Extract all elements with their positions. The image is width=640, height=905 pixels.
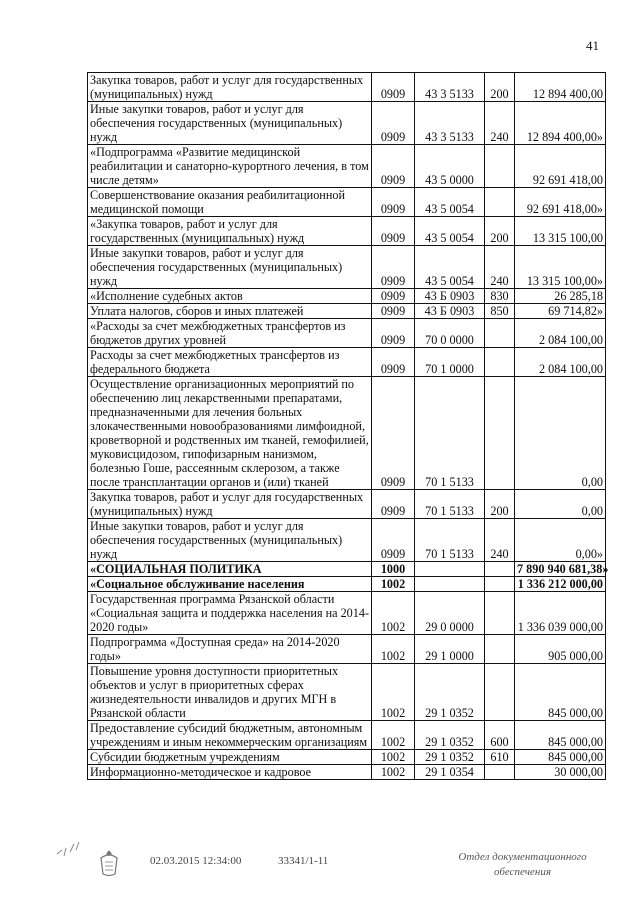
row-amount: 69 714,82» bbox=[515, 304, 606, 319]
row-name: Предоставление субсидий бюджетным, автономным учреждениям и иным некоммерческим организациям bbox=[88, 721, 372, 750]
row-section: 0909 bbox=[372, 377, 415, 490]
row-section: 0909 bbox=[372, 348, 415, 377]
row-amount: 1 336 039 000,00 bbox=[515, 592, 606, 635]
row-amount: 845 000,00 bbox=[515, 664, 606, 721]
row-type: 830 bbox=[485, 289, 515, 304]
row-section: 1002 bbox=[372, 635, 415, 664]
row-amount: 92 691 418,00» bbox=[515, 188, 606, 217]
row-name: Информационно-методическое и кадровое bbox=[88, 765, 372, 780]
row-type bbox=[485, 145, 515, 188]
row-section: 1002 bbox=[372, 664, 415, 721]
table-row bbox=[88, 217, 606, 246]
table-row bbox=[88, 145, 606, 188]
row-target: 70 1 5133 bbox=[415, 377, 485, 490]
table-row bbox=[88, 289, 606, 304]
footer-department bbox=[455, 850, 590, 880]
row-type: 600 bbox=[485, 721, 515, 750]
row-type bbox=[485, 635, 515, 664]
row-name: Уплата налогов, сборов и иных платежей bbox=[88, 304, 372, 319]
row-section: 0909 bbox=[372, 73, 415, 102]
row-section: 0909 bbox=[372, 246, 415, 289]
budget-table-body bbox=[88, 73, 609, 780]
row-section: 0909 bbox=[372, 519, 415, 562]
row-target: 43 Б 0903 bbox=[415, 304, 485, 319]
row-type bbox=[485, 577, 515, 592]
row-amount: 845 000,00 bbox=[515, 721, 606, 750]
row-amount: 0,00 bbox=[515, 377, 606, 490]
table-row bbox=[88, 519, 606, 562]
row-amount: 1 336 212 000,00 bbox=[515, 577, 606, 592]
row-type: 200 bbox=[485, 217, 515, 246]
row-name: «Закупка товаров, работ и услуг для государственных (муниципальных) нужд bbox=[88, 217, 372, 246]
row-target: 29 1 0354 bbox=[415, 765, 485, 780]
row-section: 1002 bbox=[372, 765, 415, 780]
row-amount: 0,00» bbox=[515, 519, 606, 562]
table-row bbox=[88, 750, 606, 765]
table-row bbox=[88, 102, 606, 145]
row-target: 29 0 0000 bbox=[415, 592, 485, 635]
row-type bbox=[485, 348, 515, 377]
row-type bbox=[485, 664, 515, 721]
row-amount: 26 285,18 bbox=[515, 289, 606, 304]
row-type bbox=[485, 765, 515, 780]
table-row bbox=[88, 592, 606, 635]
row-target: 43 3 5133 bbox=[415, 73, 485, 102]
row-target bbox=[415, 577, 485, 592]
row-section: 1000 bbox=[372, 562, 415, 577]
row-name: «Расходы за счет межбюджетных трансфертов из бюджетов других уровней bbox=[88, 319, 372, 348]
row-name: Закупка товаров, работ и услуг для государственных (муниципальных) нужд bbox=[88, 490, 372, 519]
row-section: 0909 bbox=[372, 188, 415, 217]
table-row bbox=[88, 246, 606, 289]
row-target bbox=[415, 562, 485, 577]
row-amount: 2 084 100,00 bbox=[515, 348, 606, 377]
row-type: 240 bbox=[485, 102, 515, 145]
row-name: Государственная программа Рязанской области «Социальная защита и поддержка населения на 2014-2020 годы» bbox=[88, 592, 372, 635]
row-type: 200 bbox=[485, 73, 515, 102]
table-row bbox=[88, 377, 606, 490]
row-amount: 12 894 400,00 bbox=[515, 73, 606, 102]
row-target: 70 1 5133 bbox=[415, 490, 485, 519]
row-name: Совершенствование оказания реабилитационной медицинской помощи bbox=[88, 188, 372, 217]
row-type bbox=[485, 562, 515, 577]
row-amount: 0,00 bbox=[515, 490, 606, 519]
row-name: «СОЦИАЛЬНАЯ ПОЛИТИКА bbox=[88, 562, 372, 577]
row-target: 29 1 0352 bbox=[415, 750, 485, 765]
row-name: Иные закупки товаров, работ и услуг для обеспечения государственных (муниципальных) нужд bbox=[88, 246, 372, 289]
footer-department-line1: Отдел документационного bbox=[458, 851, 587, 863]
row-name: «Подпрограмма «Развитие медицинской реабилитации и санаторно-курортного лечения, в том числе детям» bbox=[88, 145, 372, 188]
row-target: 43 5 0054 bbox=[415, 188, 485, 217]
row-target: 29 1 0352 bbox=[415, 721, 485, 750]
row-name: Закупка товаров, работ и услуг для государственных (муниципальных) нужд bbox=[88, 73, 372, 102]
row-section: 1002 bbox=[372, 750, 415, 765]
row-name: «Социальное обслуживание населения bbox=[88, 577, 372, 592]
row-section: 0909 bbox=[372, 217, 415, 246]
row-target: 43 5 0054 bbox=[415, 246, 485, 289]
row-type: 610 bbox=[485, 750, 515, 765]
row-type: 850 bbox=[485, 304, 515, 319]
row-amount: 92 691 418,00 bbox=[515, 145, 606, 188]
row-amount: 13 315 100,00 bbox=[515, 217, 606, 246]
row-amount: 905 000,00 bbox=[515, 635, 606, 664]
budget-table bbox=[87, 72, 609, 780]
row-name: «Исполнение судебных актов bbox=[88, 289, 372, 304]
row-section: 1002 bbox=[372, 592, 415, 635]
table-row bbox=[88, 664, 606, 721]
margin-mark-icon bbox=[54, 832, 82, 860]
row-type bbox=[485, 188, 515, 217]
page-number: 41 bbox=[586, 38, 599, 53]
row-name: Иные закупки товаров, работ и услуг для обеспечения государственных (муниципальных) нужд bbox=[88, 102, 372, 145]
table-row bbox=[88, 635, 606, 664]
row-target: 70 1 5133 bbox=[415, 519, 485, 562]
row-target: 70 0 0000 bbox=[415, 319, 485, 348]
row-type: 240 bbox=[485, 246, 515, 289]
table-row bbox=[88, 348, 606, 377]
row-amount: 845 000,00 bbox=[515, 750, 606, 765]
row-section: 0909 bbox=[372, 289, 415, 304]
row-type: 200 bbox=[485, 490, 515, 519]
row-amount: 30 000,00 bbox=[515, 765, 606, 780]
row-section: 1002 bbox=[372, 577, 415, 592]
footer-department-line2: обеспечения bbox=[494, 866, 551, 878]
row-target: 29 1 0352 bbox=[415, 664, 485, 721]
row-name: Осуществление организационных мероприятий по обеспечению лиц лекарственными препаратами, предназначенными для лечения больных злокачественными новообразованиями лимфоидной, кроветворной и родственных им тканей, гемофилией, муковисцидозом, гипофизарным нанизмом, болезнью Гоше, рассеянным склерозом, а также после трансплантации органов и (или) тканей bbox=[88, 377, 372, 490]
row-type: 240 bbox=[485, 519, 515, 562]
footer-code: 33341/1-11 bbox=[278, 855, 329, 867]
table-row bbox=[88, 188, 606, 217]
row-target: 43 3 5133 bbox=[415, 102, 485, 145]
row-section: 0909 bbox=[372, 145, 415, 188]
row-target: 29 1 0000 bbox=[415, 635, 485, 664]
table-row bbox=[88, 577, 606, 592]
row-amount: 2 084 100,00 bbox=[515, 319, 606, 348]
row-amount: 13 315 100,00» bbox=[515, 246, 606, 289]
row-name: Иные закупки товаров, работ и услуг для обеспечения государственных (муниципальных) нужд bbox=[88, 519, 372, 562]
row-type bbox=[485, 377, 515, 490]
row-amount: 7 890 940 681,38» bbox=[515, 562, 606, 577]
row-target: 43 Б 0903 bbox=[415, 289, 485, 304]
table-row bbox=[88, 319, 606, 348]
row-name: Субсидии бюджетным учреждениям bbox=[88, 750, 372, 765]
row-name: Повышение уровня доступности приоритетных объектов и услуг в приоритетных сферах жизнедеятельности инвалидов и других МГН в Рязанской области bbox=[88, 664, 372, 721]
row-section: 0909 bbox=[372, 102, 415, 145]
row-name: Расходы за счет межбюджетных трансфертов из федерального бюджета bbox=[88, 348, 372, 377]
row-amount: 12 894 400,00» bbox=[515, 102, 606, 145]
row-section: 0909 bbox=[372, 304, 415, 319]
row-name: Подпрограмма «Доступная среда» на 2014-2020 годы» bbox=[88, 635, 372, 664]
row-section: 0909 bbox=[372, 490, 415, 519]
row-type bbox=[485, 319, 515, 348]
table-row bbox=[88, 304, 606, 319]
row-type bbox=[485, 592, 515, 635]
table-row bbox=[88, 765, 606, 780]
table-row bbox=[88, 73, 606, 102]
row-section: 1002 bbox=[372, 721, 415, 750]
footer-date: 02.03.2015 12:34:00 bbox=[150, 855, 242, 867]
table-row bbox=[88, 490, 606, 519]
table-row bbox=[88, 721, 606, 750]
row-target: 43 5 0000 bbox=[415, 145, 485, 188]
table-row bbox=[88, 562, 606, 577]
row-target: 43 5 0054 bbox=[415, 217, 485, 246]
row-section: 0909 bbox=[372, 319, 415, 348]
row-target: 70 1 0000 bbox=[415, 348, 485, 377]
emblem-icon bbox=[96, 848, 122, 878]
